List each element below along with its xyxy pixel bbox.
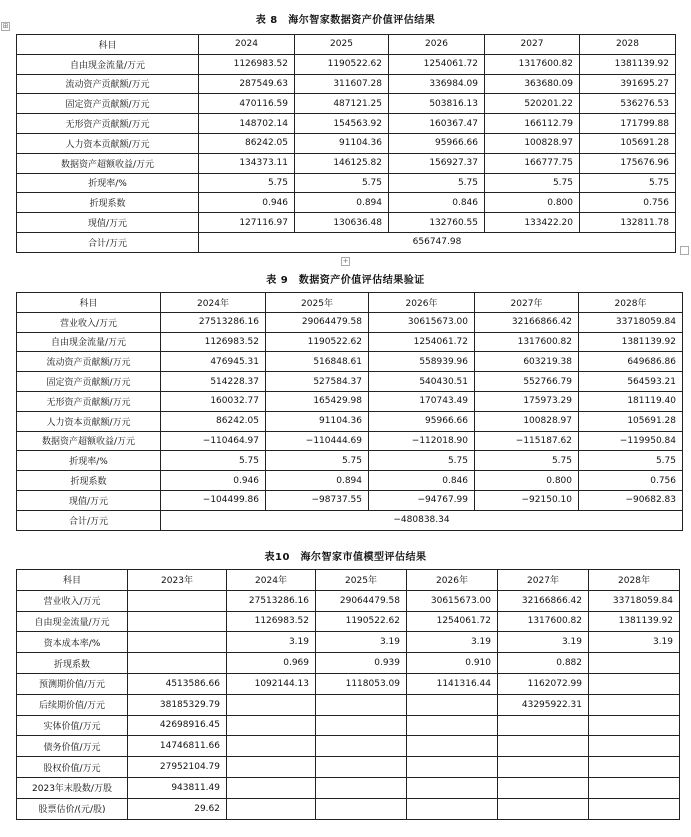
table-cell xyxy=(589,777,680,798)
table-cell: 1317600.82 xyxy=(498,611,589,632)
table-cell: 0.846 xyxy=(389,193,485,213)
table-cell: 527584.37 xyxy=(266,372,369,392)
table-cell: 29064479.58 xyxy=(316,590,407,611)
table-cell: 0.756 xyxy=(580,193,676,213)
row-label: 折现率/% xyxy=(17,451,161,471)
table8-title: 表 8 海尔智家数据资产价值评估结果 xyxy=(255,15,436,26)
table-cell: 5.75 xyxy=(579,451,683,471)
table-cell: 95966.66 xyxy=(389,133,485,153)
column-header: 2025年 xyxy=(316,570,407,591)
total-label: 合计/万元 xyxy=(17,510,161,530)
table-cell: 0.939 xyxy=(316,653,407,674)
table-cell: 5.75 xyxy=(369,451,475,471)
table-cell: 5.75 xyxy=(161,451,266,471)
table-cell: 134373.11 xyxy=(199,153,295,173)
table-cell: −115187.62 xyxy=(475,431,579,451)
column-header: 2027年 xyxy=(475,293,579,313)
table-cell: 564593.21 xyxy=(579,372,683,392)
table-cell: 146125.82 xyxy=(295,153,389,173)
table-cell: 42698916.45 xyxy=(128,715,227,736)
table-cell: 86242.05 xyxy=(199,133,295,153)
table-cell: 3.19 xyxy=(227,632,316,653)
table-cell: 127116.97 xyxy=(199,213,295,233)
table-cell: 43295922.31 xyxy=(498,694,589,715)
table-cell: 165429.98 xyxy=(266,391,369,411)
total-value: 656747.98 xyxy=(199,232,676,252)
insert-row-mark[interactable]: + xyxy=(342,257,349,265)
table-cell: 1381139.92 xyxy=(580,54,676,74)
column-header: 2025 xyxy=(295,35,389,55)
table-cell: 1190522.62 xyxy=(266,332,369,352)
row-label: 后续期价值/万元 xyxy=(17,694,128,715)
column-header: 2027年 xyxy=(498,570,589,591)
table-cell: 1317600.82 xyxy=(475,332,579,352)
table-cell: 540430.51 xyxy=(369,372,475,392)
row-label: 数据资产超额收益/万元 xyxy=(17,431,161,451)
table-cell xyxy=(498,736,589,757)
table-cell: 1092144.13 xyxy=(227,673,316,694)
row-label: 2023年末股数/万股 xyxy=(17,777,128,798)
table-cell xyxy=(316,757,407,778)
row-label: 无形资产贡献额/万元 xyxy=(17,391,161,411)
table-cell: 5.75 xyxy=(580,173,676,193)
table-cell: 175676.96 xyxy=(580,153,676,173)
table-cell xyxy=(227,715,316,736)
table-cell: 1126983.52 xyxy=(227,611,316,632)
table-cell xyxy=(316,777,407,798)
table-cell: 100828.97 xyxy=(475,411,579,431)
table-cell: 5.75 xyxy=(485,173,580,193)
table-cell xyxy=(128,632,227,653)
table-cell: 14746811.66 xyxy=(128,736,227,757)
table8 xyxy=(16,34,676,253)
table-cell: 3.19 xyxy=(316,632,407,653)
table-cell xyxy=(128,611,227,632)
table-row xyxy=(17,736,680,757)
table-cell: 0.910 xyxy=(407,653,498,674)
table-cell: 130636.48 xyxy=(295,213,389,233)
table-row xyxy=(17,193,676,213)
table-cell xyxy=(589,757,680,778)
table-cell: 0.800 xyxy=(485,193,580,213)
table-cell: 1141316.44 xyxy=(407,673,498,694)
table-cell: 5.75 xyxy=(266,451,369,471)
column-header: 科目 xyxy=(17,570,128,591)
row-label: 实体价值/万元 xyxy=(17,715,128,736)
table-cell: 1126983.52 xyxy=(161,332,266,352)
table-cell: 86242.05 xyxy=(161,411,266,431)
table-cell xyxy=(498,798,589,819)
table-cell: 29064479.58 xyxy=(266,312,369,332)
table-cell: 1381139.92 xyxy=(579,332,683,352)
column-header: 2026年 xyxy=(407,570,498,591)
table-cell: 5.75 xyxy=(295,173,389,193)
table-cell: 558939.96 xyxy=(369,352,475,372)
table-row xyxy=(17,54,676,74)
row-label: 折现率/% xyxy=(17,173,199,193)
table-cell: 27513286.16 xyxy=(161,312,266,332)
table-row xyxy=(17,653,680,674)
table-cell: 38185329.79 xyxy=(128,694,227,715)
table-cell xyxy=(589,694,680,715)
table-cell: 95966.66 xyxy=(369,411,475,431)
table-cell: 27952104.79 xyxy=(128,757,227,778)
table-row xyxy=(17,715,680,736)
row-label: 流动资产贡献额/万元 xyxy=(17,352,161,372)
row-label: 债务价值/万元 xyxy=(17,736,128,757)
table-cell xyxy=(227,694,316,715)
table-cell: 336984.09 xyxy=(389,74,485,94)
row-label: 资本成本率/% xyxy=(17,632,128,653)
table-cell xyxy=(316,715,407,736)
table-cell: 133422.20 xyxy=(485,213,580,233)
row-label: 固定资产贡献额/万元 xyxy=(17,372,161,392)
table-cell: 516848.61 xyxy=(266,352,369,372)
total-label: 合计/万元 xyxy=(17,232,199,252)
row-label: 自由现金流量/万元 xyxy=(17,332,161,352)
table-cell: 943811.49 xyxy=(128,777,227,798)
table-row xyxy=(17,74,676,94)
table-row xyxy=(17,451,683,471)
table-cell: 503816.13 xyxy=(389,94,485,114)
table-row xyxy=(17,694,680,715)
row-label: 无形资产贡献额/万元 xyxy=(17,114,199,134)
table-cell: 32166866.42 xyxy=(498,590,589,611)
column-header: 2024 xyxy=(199,35,295,55)
column-header: 2023年 xyxy=(128,570,227,591)
table-cell xyxy=(589,673,680,694)
table-cell: 0.800 xyxy=(475,471,579,491)
table-row xyxy=(17,213,676,233)
table-cell xyxy=(407,715,498,736)
table-cell xyxy=(407,798,498,819)
table-cell: 170743.49 xyxy=(369,391,475,411)
table-cell: 148702.14 xyxy=(199,114,295,134)
table9 xyxy=(16,292,683,531)
table-cell: 311607.28 xyxy=(295,74,389,94)
row-label: 折现系数 xyxy=(17,193,199,213)
table-row xyxy=(17,590,680,611)
table-cell: 166777.75 xyxy=(485,153,580,173)
header-row xyxy=(17,293,683,313)
column-header: 2027 xyxy=(485,35,580,55)
table-cell: 132811.78 xyxy=(580,213,676,233)
table-row xyxy=(17,114,676,134)
row-label: 人力资本贡献额/万元 xyxy=(17,133,199,153)
table-cell: −94767.99 xyxy=(369,490,475,510)
column-header: 科目 xyxy=(17,35,199,55)
table-cell: 175973.29 xyxy=(475,391,579,411)
row-label: 流动资产贡献额/万元 xyxy=(17,74,199,94)
table-cell: −110444.69 xyxy=(266,431,369,451)
row-label: 营业收入/万元 xyxy=(17,312,161,332)
column-header: 2025年 xyxy=(266,293,369,313)
table-row xyxy=(17,632,680,653)
table-cell: 3.19 xyxy=(589,632,680,653)
table-cell: 166112.79 xyxy=(485,114,580,134)
table-row xyxy=(17,411,683,431)
row-label: 现值/万元 xyxy=(17,213,199,233)
table-cell: 520201.22 xyxy=(485,94,580,114)
table-cell: 33718059.84 xyxy=(589,590,680,611)
table-cell: 552766.79 xyxy=(475,372,579,392)
table-cell: −98737.55 xyxy=(266,490,369,510)
resize-handle-mark[interactable] xyxy=(680,246,689,255)
table-cell: 30615673.00 xyxy=(369,312,475,332)
table-cell: 0.969 xyxy=(227,653,316,674)
table-row xyxy=(17,312,683,332)
table-cell xyxy=(407,694,498,715)
table-cell xyxy=(227,798,316,819)
table-cell: −104499.86 xyxy=(161,490,266,510)
row-label: 折现系数 xyxy=(17,471,161,491)
column-header: 2024年 xyxy=(227,570,316,591)
table-row xyxy=(17,133,676,153)
table-cell: 287549.63 xyxy=(199,74,295,94)
table-row xyxy=(17,798,680,819)
table-cell: 0.756 xyxy=(579,471,683,491)
table-cell: 1381139.92 xyxy=(589,611,680,632)
column-header: 科目 xyxy=(17,293,161,313)
table-cell: 363680.09 xyxy=(485,74,580,94)
table-cell: 27513286.16 xyxy=(227,590,316,611)
table-cell: 91104.36 xyxy=(295,133,389,153)
row-label: 数据资产超额收益/万元 xyxy=(17,153,199,173)
table-cell: 1162072.99 xyxy=(498,673,589,694)
table-cell: 476945.31 xyxy=(161,352,266,372)
column-header: 2026 xyxy=(389,35,485,55)
table-cell xyxy=(407,757,498,778)
table-cell xyxy=(316,798,407,819)
table-cell: 0.946 xyxy=(161,471,266,491)
table-cell: 91104.36 xyxy=(266,411,369,431)
table-cell: 29.62 xyxy=(128,798,227,819)
table-cell: 1317600.82 xyxy=(485,54,580,74)
row-label: 股票估价/(元/股) xyxy=(17,798,128,819)
table-cell: 0.946 xyxy=(199,193,295,213)
table-cell: 1126983.52 xyxy=(199,54,295,74)
table-row xyxy=(17,352,683,372)
table-cell: 181119.40 xyxy=(579,391,683,411)
row-label: 折现系数 xyxy=(17,653,128,674)
table-row xyxy=(17,391,683,411)
table-cell xyxy=(128,590,227,611)
table-cell xyxy=(589,798,680,819)
table-cell xyxy=(498,757,589,778)
table-row xyxy=(17,611,680,632)
table-cell: 1190522.62 xyxy=(316,611,407,632)
total-row xyxy=(17,510,683,530)
table-cell xyxy=(316,736,407,757)
row-label: 人力资本贡献额/万元 xyxy=(17,411,161,431)
table-row xyxy=(17,757,680,778)
row-label: 营业收入/万元 xyxy=(17,590,128,611)
table-cell: 0.846 xyxy=(369,471,475,491)
table-cell: 391695.27 xyxy=(580,74,676,94)
table9-title: 表 9 数据资产价值评估结果验证 xyxy=(266,275,425,286)
table-cell: 5.75 xyxy=(475,451,579,471)
table-cell: 33718059.84 xyxy=(579,312,683,332)
table-cell xyxy=(589,736,680,757)
table-cell: 1190522.62 xyxy=(295,54,389,74)
table-cell: 470116.59 xyxy=(199,94,295,114)
row-label: 现值/万元 xyxy=(17,490,161,510)
table-row xyxy=(17,332,683,352)
table-cell: 160032.77 xyxy=(161,391,266,411)
table-cell: −119950.84 xyxy=(579,431,683,451)
table-row xyxy=(17,471,683,491)
table-cell: 1254061.72 xyxy=(389,54,485,74)
table10-title: 表10 海尔智家市值模型评估结果 xyxy=(264,552,427,563)
table-row xyxy=(17,173,676,193)
table-row xyxy=(17,673,680,694)
table-cell xyxy=(227,736,316,757)
table-cell: 603219.38 xyxy=(475,352,579,372)
table-cell: 171799.88 xyxy=(580,114,676,134)
table-cell: −92150.10 xyxy=(475,490,579,510)
table-cell: −112018.90 xyxy=(369,431,475,451)
column-header: 2024年 xyxy=(161,293,266,313)
table-cell xyxy=(589,653,680,674)
table-cell: 0.894 xyxy=(266,471,369,491)
row-label: 固定资产贡献额/万元 xyxy=(17,94,199,114)
header-row xyxy=(17,35,676,55)
table-cell: −110464.97 xyxy=(161,431,266,451)
table-cell: 3.19 xyxy=(498,632,589,653)
table-cell xyxy=(498,777,589,798)
table-cell xyxy=(316,694,407,715)
table-row xyxy=(17,372,683,392)
table-cell: 1254061.72 xyxy=(369,332,475,352)
table-row xyxy=(17,490,683,510)
table-cell: 100828.97 xyxy=(485,133,580,153)
table-cell xyxy=(498,715,589,736)
total-value: −480838.34 xyxy=(161,510,683,530)
table-cell: 649686.86 xyxy=(579,352,683,372)
table-row xyxy=(17,431,683,451)
table-cell xyxy=(227,757,316,778)
table-cell: 154563.92 xyxy=(295,114,389,134)
row-label: 自由现金流量/万元 xyxy=(17,54,199,74)
header-row xyxy=(17,570,680,591)
table-row xyxy=(17,777,680,798)
table-cell: 30615673.00 xyxy=(407,590,498,611)
column-header: 2026年 xyxy=(369,293,475,313)
table-cell: 4513586.66 xyxy=(128,673,227,694)
table-cell: 105691.28 xyxy=(579,411,683,431)
table-cell: 5.75 xyxy=(389,173,485,193)
table-cell: 132760.55 xyxy=(389,213,485,233)
total-row xyxy=(17,232,676,252)
table-cell: 1254061.72 xyxy=(407,611,498,632)
table-cell xyxy=(407,736,498,757)
table-cell: 536276.53 xyxy=(580,94,676,114)
table-cell: 105691.28 xyxy=(580,133,676,153)
table-cell xyxy=(589,715,680,736)
table-row xyxy=(17,153,676,173)
table-cell: 160367.47 xyxy=(389,114,485,134)
row-label: 自由现金流量/万元 xyxy=(17,611,128,632)
table-cell: 32166866.42 xyxy=(475,312,579,332)
column-header: 2028年 xyxy=(579,293,683,313)
table-anchor-mark[interactable]: ⊞ xyxy=(2,22,9,30)
table-row xyxy=(17,94,676,114)
table-cell: 5.75 xyxy=(199,173,295,193)
table-cell: 3.19 xyxy=(407,632,498,653)
table-cell: 0.882 xyxy=(498,653,589,674)
table-cell: 1118053.09 xyxy=(316,673,407,694)
table-cell xyxy=(407,777,498,798)
column-header: 2028 xyxy=(580,35,676,55)
row-label: 股权价值/万元 xyxy=(17,757,128,778)
table-cell: 0.894 xyxy=(295,193,389,213)
table-cell: 156927.37 xyxy=(389,153,485,173)
table-cell xyxy=(128,653,227,674)
column-header: 2028年 xyxy=(589,570,680,591)
table-cell: −90682.83 xyxy=(579,490,683,510)
row-label: 预测期价值/万元 xyxy=(17,673,128,694)
table-cell xyxy=(227,777,316,798)
table-cell: 487121.25 xyxy=(295,94,389,114)
table-cell: 514228.37 xyxy=(161,372,266,392)
table10 xyxy=(16,569,680,820)
